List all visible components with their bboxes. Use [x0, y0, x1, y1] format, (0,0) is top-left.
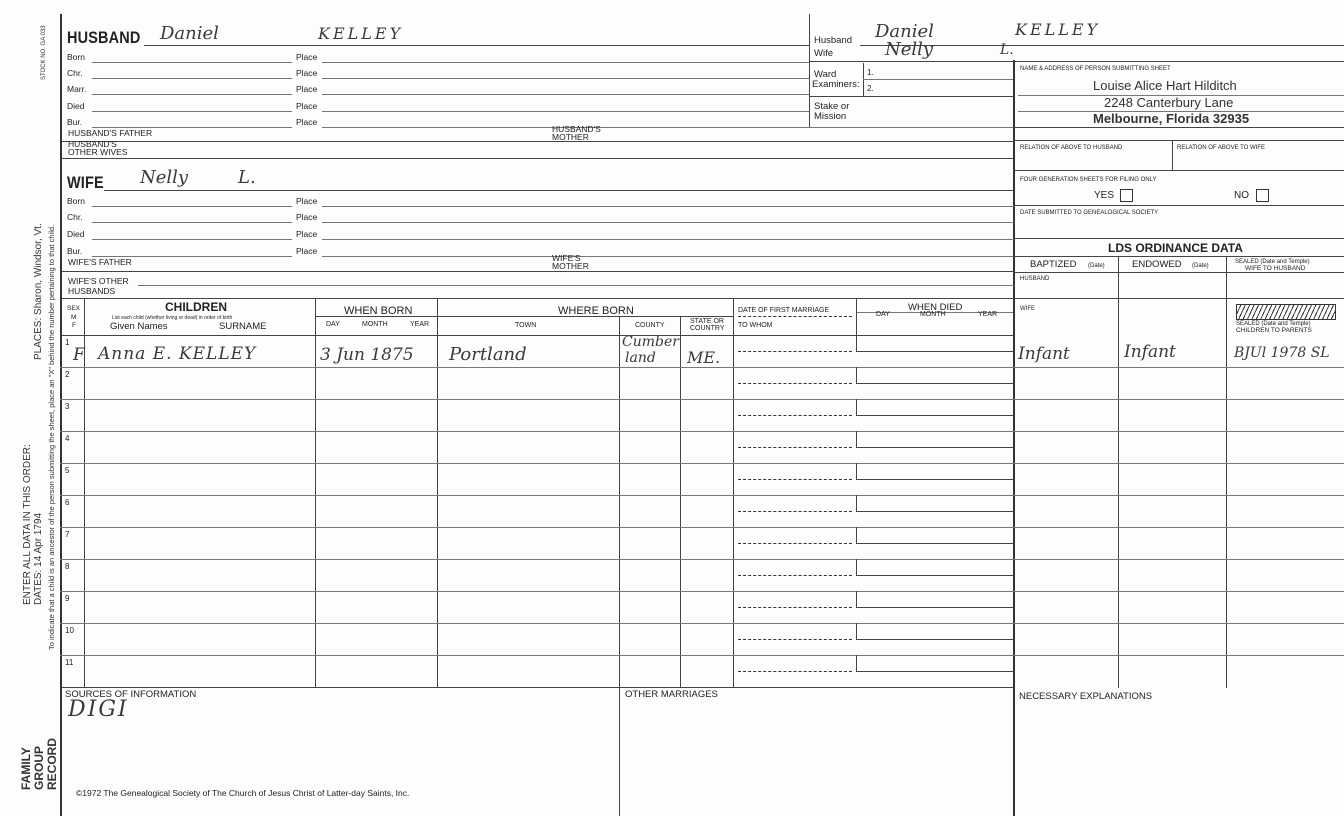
where-born-label: WHERE BORN [558, 305, 634, 317]
husband-mother-label-1: HUSBAND'S [552, 124, 601, 134]
wife-born-place-label: Place [296, 196, 318, 206]
submitter-name[interactable]: Louise Alice Hart Hilditch [1093, 78, 1237, 93]
died-line [856, 671, 1013, 672]
sex-f-label: F [72, 322, 76, 329]
marriage-dash-line [738, 351, 852, 352]
when-died-label: WHEN DIED [908, 302, 963, 313]
lds-husband-row-label: HUSBAND [1020, 276, 1050, 282]
wife-chr-place-label: Place [296, 212, 318, 222]
yes-label: YES [1094, 190, 1115, 201]
husband-died-place-label: Place [296, 101, 318, 111]
died-line [856, 639, 1013, 640]
dates-note: DATES: 14 Apr 1794 [33, 512, 44, 605]
lds-endowed-label: ENDOWED [1132, 259, 1182, 270]
sex-m-label: M [71, 314, 77, 321]
record-title-2: GROUP [32, 745, 46, 790]
died-line [856, 575, 1013, 576]
wife-mother-label-1: WIFE'S [552, 253, 581, 263]
died-line [856, 447, 1013, 448]
wife-other-husbands-label-1: WIFE'S OTHER [68, 276, 129, 286]
surname-label: SURNAME [219, 321, 267, 332]
examiners-label: Examiners: [812, 79, 860, 90]
submitter-city[interactable]: Melbourne, Florida 32935 [1093, 111, 1250, 126]
stake-label-2: Mission [814, 111, 847, 122]
copyright-text: ©1972 The Genealogical Society of The Church of Jesus Christ of Latter-day Saints, Inc. [76, 788, 410, 798]
husband-born-label: Born [67, 52, 85, 62]
marriage-dash-line [738, 447, 852, 448]
lds-endowed-date-note: (Date) [1192, 263, 1209, 269]
children-note: List each child (whether living or dead) in order of birth [112, 315, 233, 321]
husband-born-place-label: Place [296, 52, 318, 62]
enter-all-note: ENTER ALL DATA IN THIS ORDER: [22, 444, 33, 605]
ward-label: Ward [814, 69, 837, 80]
submitter-street[interactable]: 2248 Canterbury Lane [1104, 95, 1234, 110]
summary-husband-given[interactable]: Daniel [875, 21, 934, 42]
died-box-edge [856, 431, 857, 447]
child1-born[interactable]: 3 Jun 1875 [320, 345, 414, 365]
husband-died-label: Died [67, 101, 85, 111]
wife-bur-label: Bur. [67, 246, 83, 256]
sources-label: SOURCES OF INFORMATION [65, 689, 197, 700]
indicate-note: To indicate that a child is an ancestor of the person submitting the sheet, place an "X" behind the number pertaining to that child. [47, 224, 56, 650]
marriage-dash-line [738, 607, 852, 608]
children-label: CHILDREN [165, 300, 227, 314]
lds-baptized-date-note: (Date) [1088, 263, 1105, 269]
husband-chr-place-label: Place [296, 68, 318, 78]
row-number: 2 [65, 370, 70, 379]
died-day-label: DAY [876, 311, 890, 318]
date-submitted-label: DATE SUBMITTED TO GENEALOGICAL SOCIETY [1020, 210, 1159, 216]
died-month-label: MONTH [920, 311, 946, 318]
died-box-edge [856, 591, 857, 607]
wife-given-name[interactable]: Nelly [140, 167, 189, 188]
husband-chr-label: Chr. [67, 68, 83, 78]
wife-born-label: Born [67, 196, 85, 206]
frame-summary-left [809, 14, 810, 127]
record-title-3: RECORD [45, 737, 59, 790]
died-line [856, 511, 1013, 512]
row-divider [60, 527, 1344, 528]
died-line [856, 351, 1013, 352]
row-number: 8 [65, 562, 70, 571]
husband-heading: HUSBAND [67, 28, 141, 47]
first-marriage-label: DATE OF FIRST MARRIAGE [738, 307, 830, 314]
row-divider [60, 463, 1344, 464]
no-checkbox[interactable] [1256, 189, 1269, 202]
wife-mother-label-2: MOTHER [552, 261, 589, 271]
born-month-label: MONTH [362, 321, 388, 328]
lds-child1-endowed[interactable]: Infant [1124, 342, 1176, 362]
to-whom-label: TO WHOM [738, 322, 773, 329]
summary-top-line [809, 61, 1344, 62]
submitter-label: NAME & ADDRESS OF PERSON SUBMITTING SHEET [1020, 66, 1171, 72]
record-title-1: FAMILY [19, 747, 33, 790]
town-label: TOWN [515, 322, 537, 329]
died-box-edge [856, 335, 857, 351]
examiner-1: 1. [867, 68, 874, 77]
died-box-edge [856, 495, 857, 511]
no-label: NO [1234, 190, 1249, 201]
died-line [856, 383, 1013, 384]
row-divider [60, 399, 1344, 400]
husband-other-wives-label-1: HUSBAND'S [68, 139, 117, 149]
child1-sex[interactable]: F [73, 345, 85, 365]
marriage-dash-line [738, 415, 852, 416]
row-number: 6 [65, 498, 70, 507]
examiner-2: 2. [867, 84, 874, 93]
row-number: 7 [65, 530, 70, 539]
row-divider [60, 495, 1344, 496]
died-box-edge [856, 623, 857, 639]
lds-sealed-wife-label-1: SEALED (Date and Temple) [1235, 259, 1310, 265]
row-number: 3 [65, 402, 70, 411]
died-box-edge [856, 527, 857, 543]
row-number: 11 [65, 658, 74, 667]
husband-bur-place-label: Place [296, 117, 318, 127]
wife-father-label: WIFE'S FATHER [68, 257, 132, 267]
husband-other-wives-label-2: OTHER WIVES [68, 147, 128, 157]
summary-wife-given[interactable]: Nelly [885, 39, 934, 60]
yes-checkbox[interactable] [1120, 189, 1133, 202]
row-number: 9 [65, 594, 70, 603]
other-marriages-label: OTHER MARRIAGES [625, 689, 718, 700]
summary-husband-surname[interactable]: KELLEY [1015, 20, 1101, 39]
row-divider [60, 431, 1344, 432]
state-label-1: STATE OR [690, 318, 724, 325]
lds-child1-sealed[interactable]: BJUl 1978 SL [1234, 345, 1330, 361]
marriage-dash-line [738, 671, 852, 672]
row-number: 4 [65, 434, 70, 443]
marriage-dash-line [738, 543, 852, 544]
died-line [856, 543, 1013, 544]
places-note: PLACES: Sharon, Windsor, Vt. [33, 223, 44, 360]
husband-bur-label: Bur. [67, 117, 83, 127]
died-box-edge [856, 463, 857, 479]
given-names-label: Given Names [110, 321, 168, 332]
husband-mother-label-2: MOTHER [552, 132, 589, 142]
died-box-edge [856, 399, 857, 415]
row-number: 5 [65, 466, 70, 475]
marriage-dash-line [738, 639, 852, 640]
husband-father-label: HUSBAND'S FATHER [68, 128, 153, 138]
state-label-2: COUNTRY [690, 325, 725, 332]
marriage-dash-line [738, 383, 852, 384]
died-box-edge [856, 367, 857, 383]
stake-label-1: Stake or [814, 101, 850, 112]
husband-marr-place-label: Place [296, 84, 318, 94]
row-divider [60, 623, 1344, 624]
wife-died-place-label: Place [296, 229, 318, 239]
frame-left [60, 14, 62, 816]
row-divider [60, 559, 1344, 560]
sex-label: SEX [67, 305, 81, 312]
lds-sealed-children-label-2: CHILDREN TO PARENTS [1236, 327, 1312, 334]
wife-heading: WIFE [67, 173, 104, 192]
four-gen-label: FOUR GENERATION SHEETS FOR FILING ONLY [1020, 177, 1157, 183]
wife-chr-label: Chr. [67, 212, 83, 222]
child1-name[interactable]: Anna E. KELLEY [98, 344, 257, 364]
county-label: COUNTY [635, 322, 665, 329]
born-day-label: DAY [326, 321, 340, 328]
row-divider [60, 591, 1344, 592]
relation-wife-label: RELATION OF ABOVE TO WIFE [1177, 145, 1266, 151]
wife-surname[interactable]: L. [238, 167, 256, 188]
died-year-label: YEAR [978, 311, 998, 318]
child1-county-2[interactable]: land [625, 350, 656, 366]
born-year-label: YEAR [410, 321, 430, 328]
died-line [856, 415, 1013, 416]
hatched-area [1236, 304, 1336, 320]
lds-sealed-children-label-1: SEALED (Date and Temple) [1236, 321, 1311, 327]
lds-child1-baptized[interactable]: Infant [1018, 344, 1070, 364]
when-born-label: WHEN BORN [344, 305, 413, 317]
died-line [856, 607, 1013, 608]
child1-state[interactable]: ME. [687, 348, 721, 367]
marriage-dash-line [738, 479, 852, 480]
lds-baptized-label: BAPTIZED [1030, 259, 1077, 270]
husband-surname[interactable]: KELLEY [318, 24, 404, 43]
lds-wife-row-label: WIFE [1020, 306, 1035, 312]
wife-bur-place-label: Place [296, 246, 318, 256]
row-number: 1 [65, 338, 70, 347]
summary-wife-label: Wife [814, 48, 833, 59]
died-line [856, 479, 1013, 480]
summary-wife-surname[interactable]: L. [1000, 42, 1014, 58]
wife-other-husbands-label-2: HUSBANDS [68, 286, 116, 296]
relation-husband-label: RELATION OF ABOVE TO HUSBAND [1020, 145, 1123, 151]
marriage-dash-line [738, 575, 852, 576]
husband-given-name[interactable]: Daniel [160, 23, 219, 44]
lds-sealed-wife-label-2: WIFE TO HUSBAND [1245, 265, 1306, 272]
row-divider [60, 655, 1344, 656]
wife-died-label: Died [67, 229, 85, 239]
child1-county-1[interactable]: Cumber [622, 334, 679, 350]
marriage-dash-line [738, 511, 852, 512]
died-box-edge [856, 655, 857, 671]
lds-title: LDS ORDINANCE DATA [1108, 241, 1243, 255]
sources-value[interactable]: DIGI [68, 697, 129, 722]
husband-marr-label: Marr. [67, 84, 87, 94]
frame-right-divider [1013, 60, 1015, 816]
row-number: 10 [65, 626, 74, 635]
died-box-edge [856, 559, 857, 575]
child1-town[interactable]: Portland [449, 344, 527, 365]
necessary-explanations-label: NECESSARY EXPLANATIONS [1019, 691, 1153, 702]
stock-number: STOCK NO. GA 033 [41, 25, 47, 80]
summary-husband-label: Husband [814, 35, 853, 46]
